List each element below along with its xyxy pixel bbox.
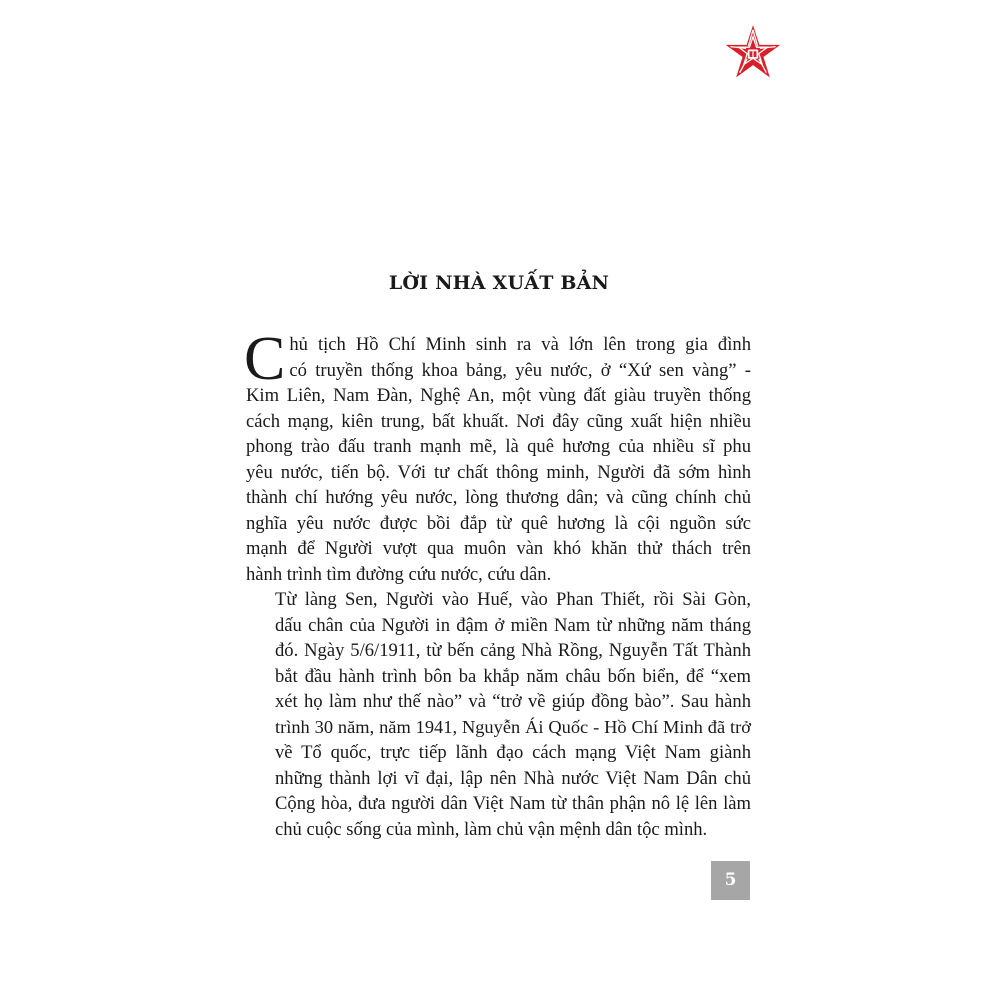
- text-line: hành trình tìm đường cứu nước, cứu dân.: [246, 563, 552, 585]
- text-line: nghĩa yêu nước được bồi đắp từ quê hương là cội nguồn sức: [246, 512, 751, 534]
- text-line: bắt đầu hành trình bôn ba khắp năm châu bốn biển, để “xem: [275, 665, 751, 687]
- text-line: Từ làng Sen, Người vào Huế, vào Phan Thiết, rồi Sài Gòn,: [275, 589, 751, 610]
- text-line: dấu chân của Người in đậm ở miền Nam từ những năm tháng: [275, 614, 751, 636]
- text-line: cách mạng, kiên trung, bất khuất. Nơi đây cũng xuất hiện nhiều: [246, 410, 751, 432]
- text-line: mạnh để Người vượt qua muôn vàn khó khăn thử thách trên: [246, 538, 751, 559]
- text-line: về Tổ quốc, trực tiếp lãnh đạo cách mạng Việt Nam giành: [275, 742, 751, 763]
- publisher-star-logo-icon: [724, 24, 782, 82]
- body-text: [244, 325, 751, 842]
- paragraph-2: [246, 587, 751, 842]
- paragraph-1: [244, 325, 751, 587]
- page-number: 5: [711, 861, 750, 900]
- text-line: Cộng hòa, đưa người dân Việt Nam từ thân phận nô lệ lên làm: [275, 793, 751, 814]
- page-title: LỜI NHÀ XUẤT BẢN: [388, 272, 610, 294]
- text-line: phong trào đấu tranh mạnh mẽ, là quê hương của nhiều sĩ phu: [246, 436, 751, 457]
- text-line: đó. Ngày 5/6/1911, từ bến cảng Nhà Rồng, Nguyễn Tất Thành: [275, 640, 751, 661]
- text-line: thành chí hướng yêu nước, lòng thương dân; và cũng chính chủ: [246, 487, 751, 508]
- text-line: xét họ làm như thế nào” và “trở về giúp đồng bào”. Sau hành: [275, 691, 751, 712]
- text-line: chủ cuộc sống của mình, làm chủ vận mệnh dân tộc mình.: [275, 818, 708, 840]
- text-line: trình 30 năm, năm 1941, Nguyễn Ái Quốc - Hồ Chí Minh đã trở: [275, 716, 751, 737]
- text-line: có truyền thống khoa bảng, yêu nước, ở “Xứ sen vàng” -: [289, 359, 751, 381]
- text-line: Kim Liên, Nam Đàn, Nghệ An, một vùng đất giàu truyền thống: [246, 385, 751, 406]
- text-line: hủ tịch Hồ Chí Minh sinh ra và lớn lên trong gia đình: [289, 334, 751, 355]
- drop-cap: C: [244, 325, 286, 393]
- text-line: yêu nước, tiến bộ. Với tư chất thông minh, Người đã sớm hình: [246, 461, 751, 483]
- text-line: những thành lợi vĩ đại, lập nên Nhà nước Việt Nam Dân chủ: [275, 767, 751, 789]
